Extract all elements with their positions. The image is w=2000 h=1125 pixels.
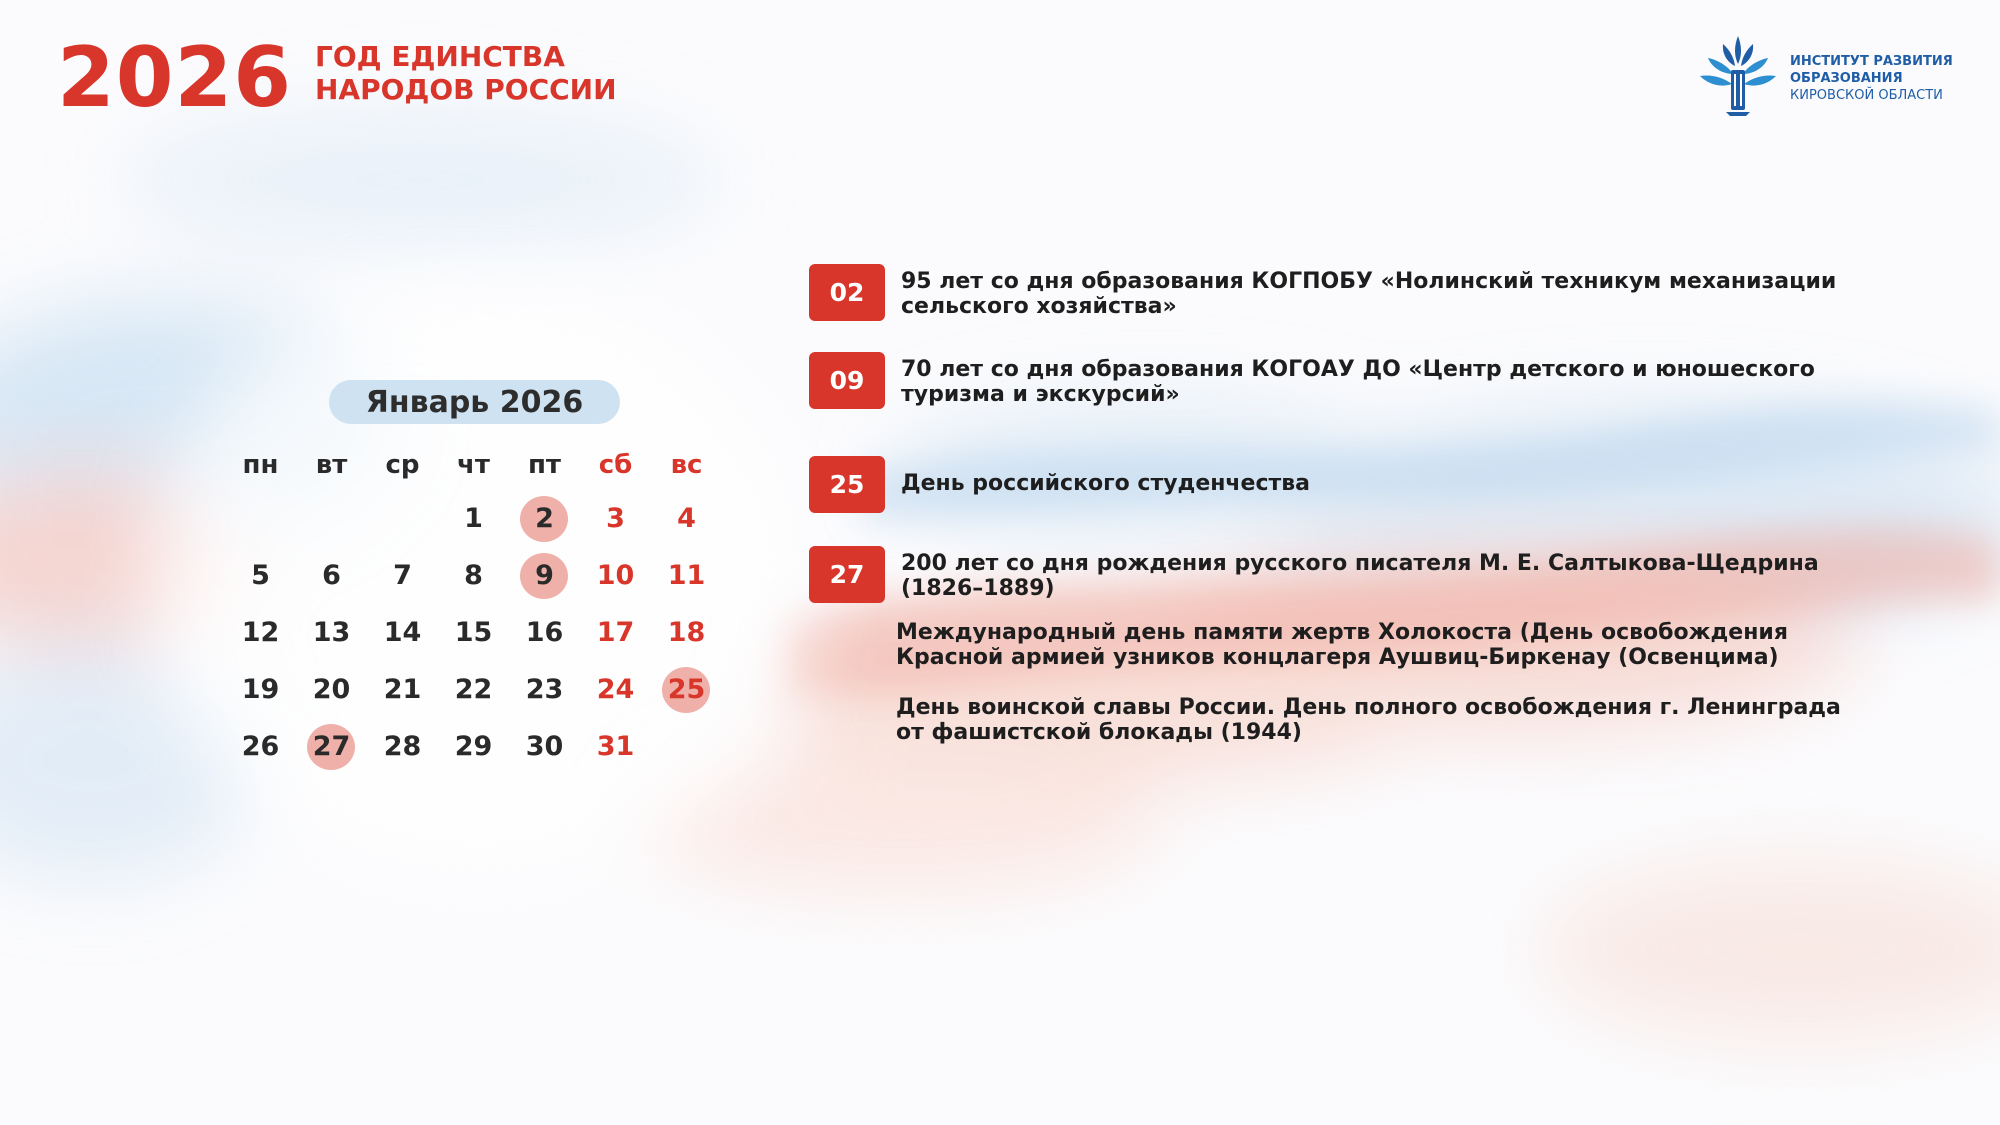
calendar-day-number: 17	[596, 617, 635, 648]
logo-line: ОБРАЗОВАНИЯ	[1790, 71, 1903, 86]
calendar-day	[509, 665, 580, 715]
calendar-day	[225, 608, 296, 658]
weekday-label: ср	[385, 450, 420, 480]
calendar-day	[438, 494, 509, 544]
calendar-day	[367, 665, 438, 715]
calendar-day	[509, 551, 580, 601]
event-line: 200 лет со дня рождения русского писателя М. Е. Салтыкова-Щедрина	[901, 551, 1819, 576]
weekday-label: вт	[315, 450, 348, 480]
logo-line: ИНСТИТУТ РАЗВИТИЯ	[1790, 54, 1953, 69]
institute-logo	[1698, 32, 1988, 116]
event-note-line: Красной армией узников концлагеря Аушвиц-Биркенау (Освенцима)	[896, 645, 1779, 670]
event-line: (1826–1889)	[901, 576, 1055, 601]
event-line: 95 лет со дня образования КОГПОБУ «Нолинский техникум механизации	[901, 269, 1837, 294]
event-date-badge: 25	[809, 456, 885, 513]
event-description	[901, 546, 1901, 601]
calendar-day	[651, 608, 722, 658]
weekday-label: пн	[242, 450, 279, 480]
calendar-day-number: 21	[383, 674, 422, 705]
calendar-day-number: 8	[464, 560, 483, 591]
tree-emblem-icon	[1698, 32, 1778, 116]
calendar-day-number: 3	[606, 503, 625, 534]
logo-line: КИРОВСКОЙ ОБЛАСТИ	[1790, 88, 1943, 103]
event-item	[809, 264, 1901, 321]
year-subtitle	[315, 40, 675, 106]
calendar-week-row	[225, 661, 745, 718]
year-subtitle-line: НАРОДОВ РОССИИ	[315, 73, 617, 106]
calendar-day-number: 7	[393, 560, 412, 591]
calendar-day	[509, 608, 580, 658]
calendar-day	[580, 665, 651, 715]
calendar-week-row	[225, 547, 745, 604]
calendar-day	[651, 551, 722, 601]
calendar-day-number: 24	[596, 674, 635, 705]
calendar-day-number: 26	[241, 731, 280, 762]
calendar-empty-cell	[225, 494, 296, 544]
calendar-day	[225, 722, 296, 772]
calendar-day	[580, 608, 651, 658]
calendar-day-number: 23	[525, 674, 564, 705]
event-line: туризма и экскурсий»	[901, 382, 1180, 407]
calendar-week-row	[225, 718, 745, 775]
calendar-day	[438, 665, 509, 715]
calendar-day-number: 16	[525, 617, 564, 648]
calendar-day-number: 22	[454, 674, 493, 705]
calendar-day-number: 9	[535, 560, 554, 591]
calendar-day-number: 4	[677, 503, 696, 534]
event-description	[901, 264, 1901, 319]
calendar-day	[225, 551, 296, 601]
event-description	[901, 352, 1901, 407]
calendar-day-number: 12	[241, 617, 280, 648]
event-date-badge: 02	[809, 264, 885, 321]
calendar-day	[296, 551, 367, 601]
event-date-badge: 27	[809, 546, 885, 603]
calendar-day	[367, 608, 438, 658]
calendar-day-number: 27	[312, 731, 351, 762]
calendar-day-number: 14	[383, 617, 422, 648]
calendar-day	[580, 551, 651, 601]
weekday-label-weekend: вс	[670, 450, 703, 480]
weekday-label: пт	[527, 450, 562, 480]
calendar-day-number: 6	[322, 560, 341, 591]
calendar-week-row	[225, 604, 745, 661]
event-note	[896, 620, 1906, 670]
calendar-day	[651, 665, 722, 715]
calendar-day	[438, 722, 509, 772]
calendar-day-number: 28	[383, 731, 422, 762]
event-item	[809, 546, 1901, 603]
calendar-day	[438, 608, 509, 658]
event-line: 70 лет со дня образования КОГОАУ ДО «Центр детского и юношеского	[901, 357, 1815, 382]
calendar-grid	[225, 440, 745, 775]
calendar-day-number: 31	[596, 731, 635, 762]
calendar-day-number: 20	[312, 674, 351, 705]
calendar-day-number: 30	[525, 731, 564, 762]
month-title: Январь 2026	[329, 380, 620, 424]
logo-text	[1790, 53, 1953, 104]
event-note-line: Международный день памяти жертв Холокоста (День освобождения	[896, 620, 1788, 645]
calendar-day	[580, 494, 651, 544]
event-item	[809, 456, 1901, 513]
event-date-badge: 09	[809, 352, 885, 409]
calendar-day-number: 19	[241, 674, 280, 705]
weekday-header-row	[225, 440, 745, 490]
calendar-week-row	[225, 490, 745, 547]
calendar-day-number: 2	[535, 503, 554, 534]
calendar-day	[580, 722, 651, 772]
calendar-day-number: 25	[667, 674, 706, 705]
event-line: День российского студенчества	[901, 471, 1311, 496]
calendar-day	[296, 608, 367, 658]
event-item	[809, 352, 1901, 409]
event-line: сельского хозяйства»	[901, 294, 1177, 319]
calendar-day	[438, 551, 509, 601]
calendar-day	[367, 722, 438, 772]
weekday-label-weekend: сб	[598, 450, 633, 480]
calendar-day-number: 1	[464, 503, 483, 534]
calendar-day-number: 13	[312, 617, 351, 648]
calendar-day-number: 18	[667, 617, 706, 648]
event-description	[901, 456, 1901, 496]
event-note-line: День воинской славы России. День полного освобождения г. Ленинграда	[896, 695, 1841, 720]
calendar-day-number: 11	[667, 560, 706, 591]
calendar-day	[509, 494, 580, 544]
calendar-day	[296, 665, 367, 715]
calendar-empty-cell	[651, 722, 722, 772]
calendar-empty-cell	[296, 494, 367, 544]
calendar-day-number: 5	[251, 560, 270, 591]
calendar-day-number: 10	[596, 560, 635, 591]
calendar-day-number: 29	[454, 731, 493, 762]
calendar-empty-cell	[367, 494, 438, 544]
year-title: 2026	[57, 29, 293, 126]
calendar-day	[296, 722, 367, 772]
weekday-label: чт	[457, 450, 490, 480]
calendar-day-number: 15	[454, 617, 493, 648]
event-note-line: от фашистской блокады (1944)	[896, 720, 1302, 745]
calendar-day	[651, 494, 722, 544]
calendar-day	[225, 665, 296, 715]
year-subtitle-line: ГОД ЕДИНСТВА	[315, 40, 565, 73]
calendar-day	[509, 722, 580, 772]
event-note	[896, 695, 1906, 745]
calendar-day	[367, 551, 438, 601]
